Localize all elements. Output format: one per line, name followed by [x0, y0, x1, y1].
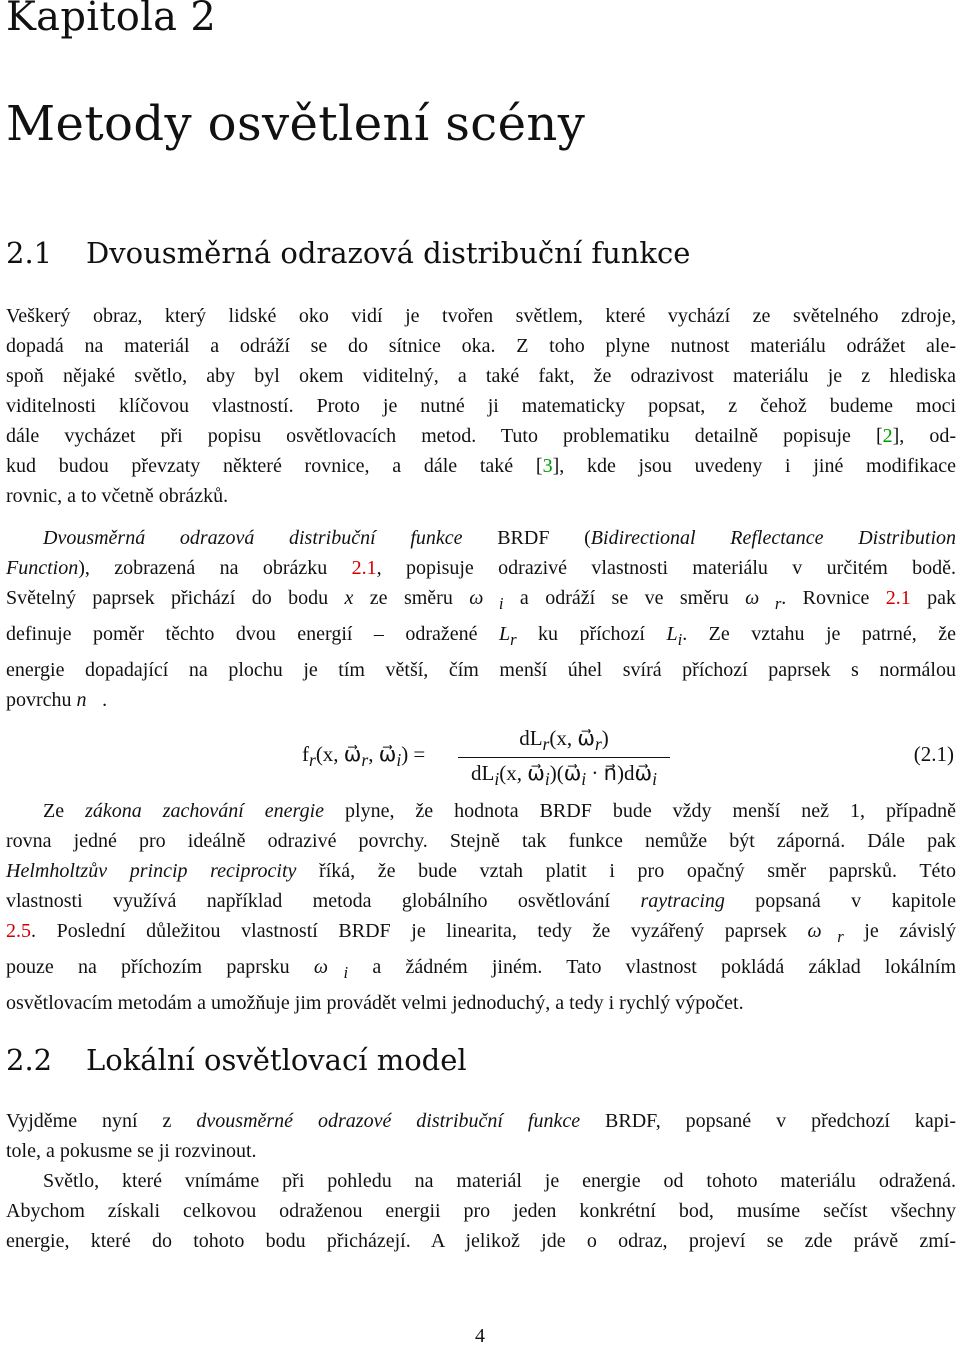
paragraph-intro [6, 301, 956, 511]
text-line: Světelný paprsek přichází do bodu x ze směru $\omega⃗_i$ a odráží se ve směru $\omega⃗_r$. Rovnice 2.1 pak [6, 587, 956, 613]
paragraph-local-model [6, 1106, 956, 1166]
text-line: Function), zobrazená na obrázku 2.1, popisuje odrazivé vlastnosti materiálu v určitém bodě. [6, 557, 956, 579]
figure-ref-link[interactable]: 2.1 [351, 557, 377, 579]
section-number: 2.1 [6, 236, 53, 270]
citation-link[interactable]: 3 [542, 455, 553, 477]
section-number: 2.2 [6, 1043, 53, 1077]
section-heading-2-2 [6, 1043, 467, 1077]
page-number: 4 [475, 1325, 485, 1347]
equation-denominator: $dL_i(x$, $\omega⃗_i)(\omega⃗_i$ · $n⃗)d\omega⃗_i$ [471, 761, 657, 790]
equation-fraction [458, 726, 670, 790]
section-title: Dvousměrná odrazová distribuční funkce [86, 236, 691, 270]
text-line: spoň nějaké světlo, aby byl okem viditelný, a také fakt, že odrazivost materiálu je z hlediska [6, 365, 956, 387]
equation-lhs: $f_r(x$, $\omega⃗_r$, $\omega⃗_i$) = [302, 742, 426, 771]
citation-link[interactable]: 2 [882, 425, 893, 447]
chapter-label: Kapitola 2 [6, 0, 217, 40]
text-line: Veškerý obraz, který lidské oko vidí je tvořen světlem, které vychází ze světelného zdroje, [6, 305, 956, 327]
text-line: rovna jedné pro ideálně odrazivé povrchy. Stejně tak funkce nemůže být záporná. Dále pak [6, 830, 956, 852]
paragraph-reflected-light [6, 1166, 956, 1256]
section-ref-link[interactable]: 2.5 [6, 920, 31, 942]
text-line: pouze na příchozím paprsku $\omega⃗_i$ a žádném jiném. Tato vlastnost pokládá základ lokálním [6, 956, 956, 982]
text-line: definuje poměr těchto dvou energií – odražené $L_r$ ku příchozí $L_i$. Ze vztahu je patrné, že [6, 623, 957, 649]
section-title: Lokální osvětlovací model [86, 1043, 467, 1077]
text-line: energie dopadající na plochu je tím větší, čím menší úhel svírá příchozí paprsek s normálou [6, 659, 956, 681]
text-line: rovnic, a to včetně obrázků. [6, 485, 229, 507]
text-line: Helmholtzův princip reciprocity říká, že bude vztah platit i pro opačný směr paprsků. Této [6, 860, 956, 882]
text-line: osvětlovacím metodám a umožňuje jim provádět velmi jednoduchý, a tedy i rychlý výpočet. [6, 992, 744, 1014]
equation-number: (2.1) [913, 742, 954, 766]
paragraph-brdf [6, 523, 956, 715]
text-line: Ze zákona zachování energie plyne, že hodnota BRDF bude vždy menší než 1, případně [43, 800, 956, 822]
text-line: Abychom získali celkovou odraženou energii pro jeden konkrétní bod, musíme sečíst všechny [6, 1200, 956, 1222]
chapter-title: Metody osvětlení scény [6, 96, 586, 152]
paragraph-brdf-properties [6, 796, 956, 1018]
text-line: tole, a pokusme se ji rozvinout. [6, 1140, 257, 1162]
text-line: Světlo, které vnímáme při pohledu na materiál je energie od tohoto materiálu odražená. [43, 1170, 956, 1192]
text-line: viditelnosti klíčovou vlastností. Proto je nutné ji matematicky popsat, z čehož budeme moci [6, 395, 956, 417]
text-line: Vyjděme nyní z dvousměrné odrazové distribuční funkce BRDF, popsané v předchozí kapi- [6, 1110, 956, 1132]
text-line: 2.5. Poslední důležitou vlastností BRDF je linearita, tedy že vyzářený paprsek $\omega⃗_r$ je závislý [6, 920, 956, 946]
text-line: vlastnosti využívá například metoda globálního osvětlování raytracing popsaná v kapitole [6, 890, 956, 912]
text-line: kud budou převzaty některé rovnice, a dále také [3], kde jsou uvedeny i jiné modifikace [6, 455, 957, 477]
equation-2-1 [6, 726, 958, 788]
text-line: Dvousměrná odrazová distribuční funkce BRDF (Bidirectional Reflectance Distribution [43, 527, 957, 549]
text-line: dopadá na materiál a odráží se do sítnice oka. Z toho plyne nutnost materiálu odrážet ale- [6, 335, 956, 357]
equation-numerator: $dL_r(x$, $\omega⃗_r$) [519, 726, 609, 755]
text-line: povrchu n⃗. [6, 689, 108, 711]
fraction-bar [458, 757, 670, 758]
section-heading-2-1 [6, 236, 690, 270]
equation-ref-link[interactable]: 2.1 [885, 587, 911, 609]
text-line: energie, které do tohoto bodu přicházejí. A jelikož jde o odraz, projeví se zde právě zmí- [6, 1230, 956, 1252]
text-line: dále vycházet při popisu osvětlovacích metod. Tuto problematiku detailně popisuje [2], od- [6, 425, 956, 447]
